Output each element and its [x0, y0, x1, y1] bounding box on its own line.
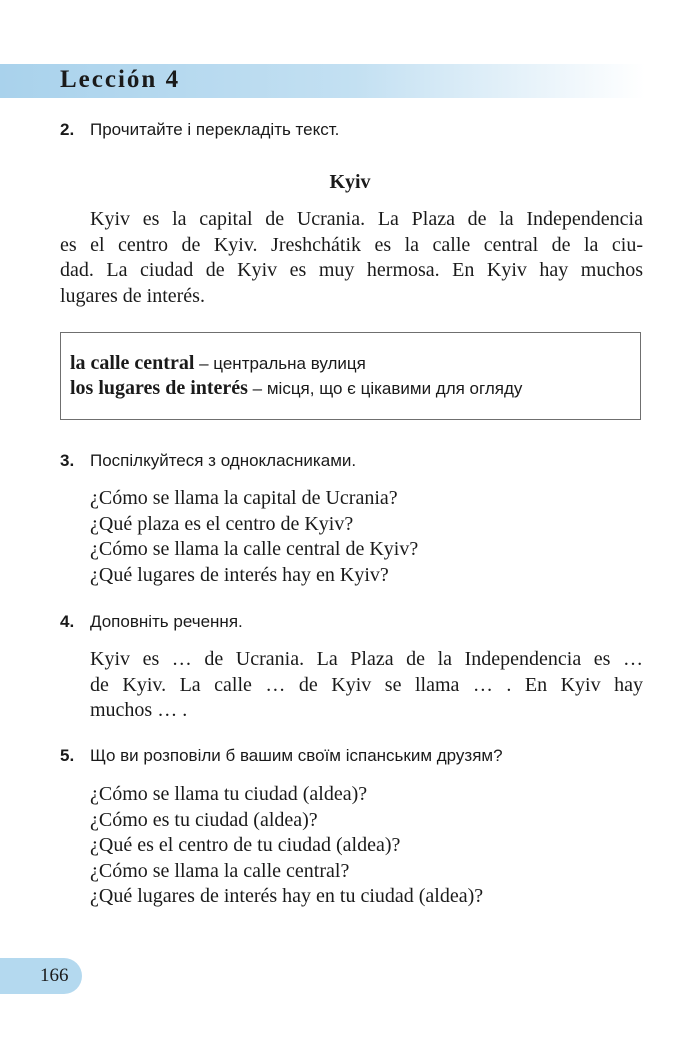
task-3-questions: [90, 486, 643, 588]
sentence-line: Kyiv es … de Ucrania. La Plaza de la Independencia es …: [90, 648, 643, 670]
task-4-sentences: [90, 647, 643, 724]
question-line: ¿Cómo se llama la calle central?: [90, 859, 350, 882]
task-5-questions: [90, 782, 643, 910]
vocabulary-translation: – центральна вулиця: [194, 354, 366, 373]
sentence-line: muchos … .: [90, 699, 188, 721]
vocabulary-term: los lugares de interés: [70, 377, 248, 399]
task-5-instruction: [60, 746, 503, 766]
task-instruction-text: Що ви розповіли б вашим своїм іспанським друзям?: [90, 746, 503, 765]
vocabulary-box: [60, 332, 641, 420]
task-2-instruction: [60, 120, 339, 140]
task-number: 3.: [60, 451, 75, 470]
paragraph-line: Kyiv es la capital de Ucrania. La Plaza de la Independencia: [90, 208, 643, 230]
question-line: ¿Cómo se llama tu ciudad (aldea)?: [90, 783, 368, 805]
vocabulary-item: [70, 352, 366, 375]
task-number: 4.: [60, 612, 75, 631]
reading-paragraph: [60, 207, 643, 309]
paragraph-line: lugares de interés.: [60, 284, 205, 307]
text-title: Kyiv: [329, 171, 371, 193]
paragraph-line: dad. La ciudad de Kyiv es muy hermosa. En Kyiv hay muchos: [60, 259, 643, 281]
vocabulary-item: [70, 377, 522, 400]
question-line: ¿Qué lugares de interés hay en tu ciudad (aldea)?: [90, 885, 484, 907]
question-line: ¿Qué plaza es el centro de Kyiv?: [90, 512, 354, 535]
sentence-line: de Kyiv. La calle … de Kyiv se llama … . En Kyiv hay: [90, 673, 643, 696]
lesson-title: Lección 4: [60, 66, 181, 93]
question-line: ¿Cómo se llama la capital de Ucrania?: [90, 487, 398, 509]
question-line: ¿Cómo se llama la calle central de Kyiv?: [90, 538, 419, 560]
vocabulary-term: la calle central: [70, 352, 195, 374]
task-instruction-text: Доповніть речення.: [90, 612, 243, 631]
question-line: ¿Cómo es tu ciudad (aldea)?: [90, 808, 318, 831]
task-3-instruction: [60, 451, 356, 471]
question-line: ¿Qué es el centro de tu ciudad (aldea)?: [90, 834, 401, 856]
task-instruction-text: Прочитайте і перекладіть текст.: [90, 120, 340, 139]
vocabulary-translation: – місця, що є цікавими для огляду: [247, 379, 523, 398]
task-4-instruction: [60, 612, 243, 632]
task-instruction-text: Поспілкуйтеся з однокласниками.: [90, 451, 357, 470]
paragraph-line: es el centro de Kyiv. Jreshchátik es la calle central de la ciu-: [60, 233, 643, 256]
task-number: 5.: [60, 746, 75, 765]
question-line: ¿Qué lugares de interés hay en Kyiv?: [90, 563, 389, 586]
task-number: 2.: [60, 120, 75, 139]
page-number: 166: [40, 965, 69, 986]
